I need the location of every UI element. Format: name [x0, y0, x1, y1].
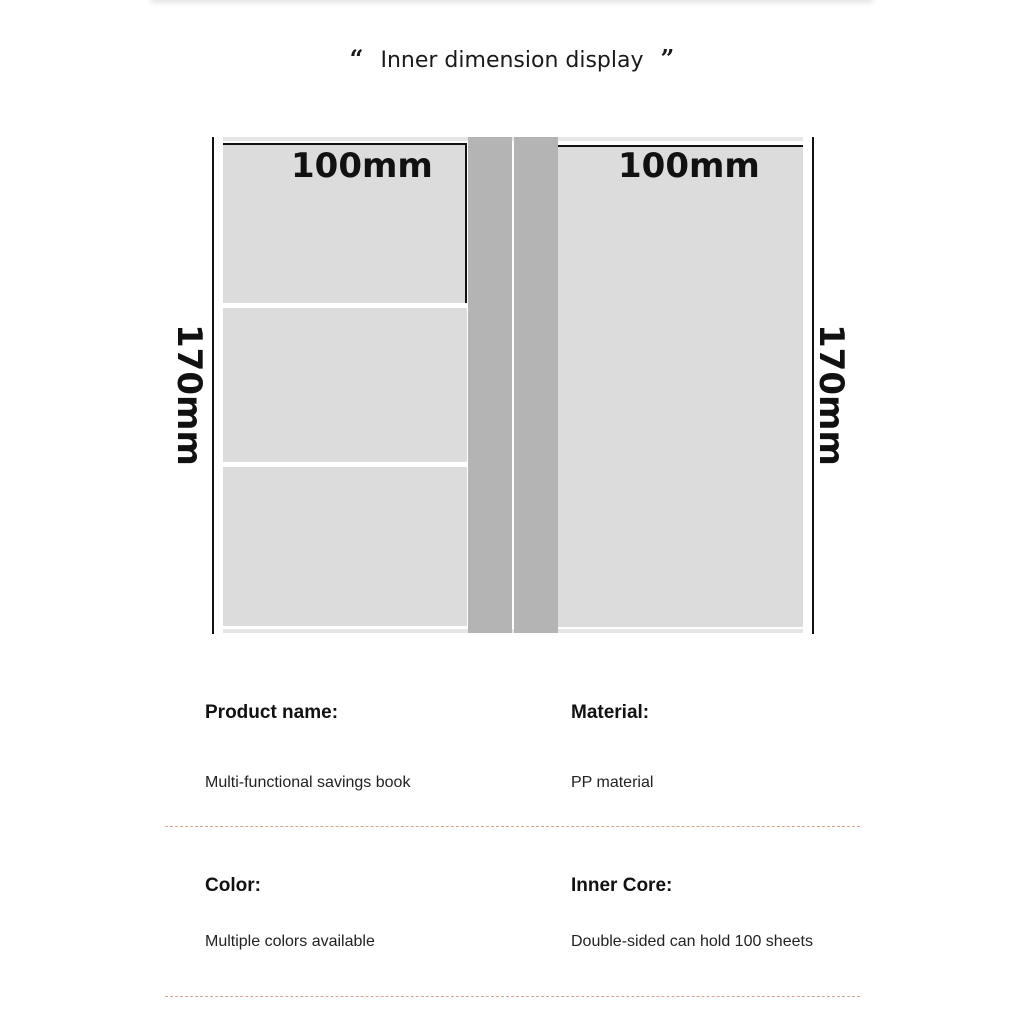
left-height-label: 170mm [169, 324, 209, 466]
right-height-label: 170mm [811, 324, 851, 466]
material-label: Material: [571, 702, 650, 723]
divider-2 [165, 996, 860, 997]
spine-right [514, 137, 558, 633]
left-width-end-tick [465, 143, 467, 303]
inner-core-label: Inner Core: [571, 875, 673, 896]
right-pocket [558, 145, 803, 627]
divider-1 [165, 826, 860, 827]
close-quote-icon: ” [660, 44, 675, 73]
left-width-label: 100mm [291, 146, 433, 186]
left-height-line [212, 137, 214, 634]
left-pocket-middle [223, 308, 467, 462]
material-value: PP material [571, 774, 654, 791]
color-label: Color: [205, 875, 261, 896]
open-quote-icon: “ [349, 44, 364, 73]
product-name-value: Multi-functional savings book [205, 774, 411, 791]
bottom-rail [223, 629, 803, 633]
right-width-label: 100mm [618, 146, 760, 186]
top-rail [223, 137, 803, 141]
left-pocket-bottom [223, 467, 467, 626]
inner-core-value: Double-sided can hold 100 sheets [571, 933, 813, 950]
spine-left [468, 137, 512, 633]
section-title: Inner dimension display [380, 48, 644, 73]
left-width-line [223, 143, 467, 145]
product-name-label: Product name: [205, 702, 339, 723]
color-value: Multiple colors available [205, 933, 375, 950]
